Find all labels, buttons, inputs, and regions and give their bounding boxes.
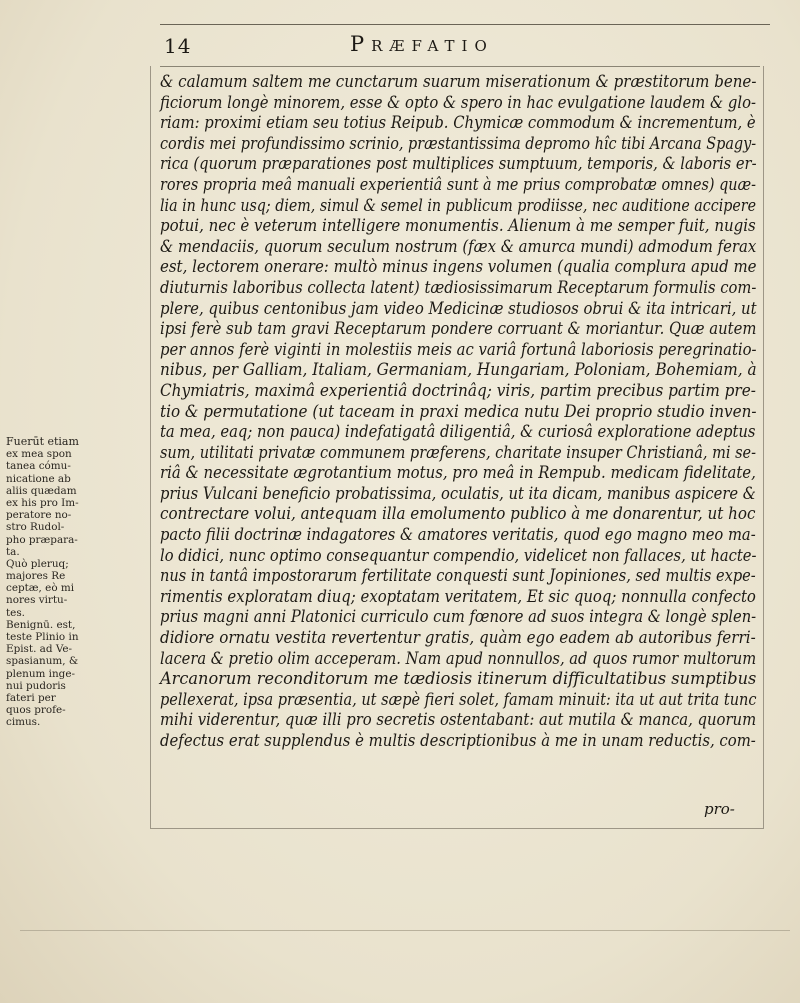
text-line: rica (quorum præparationes post multiplices sumptuum, temporis, & laboris er- [160, 154, 757, 174]
margin-note-line: plenum inge- [6, 667, 75, 680]
margin-note-line: peratore no- [6, 509, 72, 522]
margin-note-line: fateri per [6, 691, 56, 704]
margin-note-line: ex mea spon [6, 448, 72, 461]
text-line: rimentis exploratam diuq; exoptatam veritatem, Et sic quoq; nonnulla confecto [160, 586, 756, 606]
text-line: tio & permutatione (ut taceam in praxi medica nutu Dei proprio studio inven- [160, 401, 757, 421]
text-line: per annos ferè viginti in molestiis meis ac variâ fortunâ laboriosis peregrinatio- [160, 339, 757, 359]
margin-note-line: Epist. ad Ve- [6, 643, 73, 656]
margin-note-line: tes. [6, 606, 25, 619]
margin-note-line: nui pudoris [6, 679, 66, 692]
text-line: riam: proximi etiam seu totius Reipub. Chymicæ commodum & incrementum, è [160, 113, 756, 133]
margin-note-line: nicatione ab [6, 472, 71, 485]
text-line: Chymiatris, maximâ experientiâ doctrinâq; viris, partim precibus partim pre- [160, 380, 756, 400]
text-line: prius Vulcani beneficio probatissima, oculatis, ut ita dicam, manibus aspicere & [160, 483, 756, 503]
text-line: lacerа & pretio olim acceperam. Nam apud nonnullos, ad quos rumor multorum [160, 648, 757, 668]
text-line: mihi viderentur, quæ illi pro secretis ostentabant: aut mutila & manca, quorum [160, 710, 757, 730]
page-number: 14 [164, 34, 192, 58]
text-line: & calamum saltem me cunctarum suarum miserationum & præstitorum bene- [160, 72, 757, 91]
margin-note-line: nores virtu- [6, 594, 68, 607]
running-head: Præfatio [350, 32, 494, 56]
text-line: defectus erat supplendus è multis descriptionibus à me in unam reductis, com- [160, 731, 756, 750]
text-line: contrectare volui, antequam illa emolumento publico à me donarentur, ut hoc [160, 504, 756, 524]
text-line: potui, nec è veterum intelligere monumentis. Alienum à me semper fuit, nugis [160, 216, 756, 236]
margin-note-line: Benignū. est, [6, 618, 76, 631]
main-text-block [160, 72, 758, 752]
margin-note-line: Fuerūt etiam [6, 435, 79, 448]
text-line: didiore ornatu vestita revertentur gratis, quàm ego eadem ab autoribus ferri- [160, 628, 756, 648]
catchword: pro- [704, 800, 735, 818]
text-line: lia in hunc usq; diem, simul & semel in publicum prodiisse, nec auditione accipere [160, 195, 757, 215]
margin-note-line: ceptæ, eò mi [6, 582, 75, 595]
margin-note-line: tanea cómu- [6, 460, 71, 473]
text-line: plere, quibus centonibus jam video Medicinæ studiosos obrui & ita intricari, ut [160, 298, 757, 318]
text-line: ipsi ferè sub tam gravi Receptarum pondere corruant & moriantur. Quæ autem [160, 319, 757, 339]
text-line: & mendaciis, quorum seculum nostrum (fæx & amurca mundi) admodum ferax [160, 236, 757, 256]
text-line: est, lectorem onerare: multò minus ingens volumen (qualia complura apud me [160, 257, 757, 277]
text-line: ficiorum longè minorem, esse & opto & spero in hac evulgatione laudem & glo- [160, 92, 757, 112]
margin-note-line: teste Plinio in [6, 631, 79, 643]
margin-note [6, 436, 146, 729]
margin-note-line: ex his pro Im- [6, 496, 79, 509]
margin-note-line: stro Rudol- [6, 521, 65, 534]
text-line: diuturnis laboribus collecta latent) tædiosissimarum Receptarum formulis com- [160, 277, 757, 297]
text-line: nus in tantâ impostorarum fertilitate conquesti sunt Jopiniones, sed multis expe- [160, 566, 756, 586]
margin-note-line: Quò pleruq; [6, 557, 69, 570]
text-line: sum, utilitati privatæ communem præferens, charitate insuper Christianâ, mi se- [160, 442, 756, 462]
margin-note-line: quos profe- [6, 704, 66, 717]
text-line: lo didici, nunc optimo consequantur compendio, videlicet non fallaces, ut hacte- [160, 545, 757, 565]
text-line: pellexerat, ipsa præsentia, ut sæpè fieri solet, famam minuit: ita ut aut trita tunc [160, 689, 757, 709]
margin-note-line: pho præpara- [6, 533, 78, 546]
text-line: pacto filii doctrinæ indagatores & amatores veritatis, quod ego magno meo ma- [160, 525, 756, 545]
text-line: Arcanorum reconditorum me tædiosis itinerum difficultatibus sumptibus [160, 669, 757, 689]
text-line: prius magni anni Platonici curriculo cum fœnore ad suos integra & longè splen- [160, 607, 757, 627]
text-line: rores propria meâ manuali experientiâ sunt à me prius comprobatæ omnes) quæ- [160, 174, 756, 194]
text-line: cordis mei profundissimo scrinio, præstantissima depromo hîc tibi Arcana Spagy- [160, 133, 757, 153]
margin-note-line: spasianum, & [6, 655, 79, 668]
text-line: riâ & necessitate ægrotantium motus, pro meâ in Rempub. medicam fidelitate, [160, 463, 756, 483]
text-line: nibus, per Galliam, Italiam, Germaniam, Hungariam, Poloniam, Bohemiam, à [160, 360, 757, 380]
margin-note-line: ta. [6, 545, 20, 558]
text-line: ta mea, eaq; non pauca) indefatigatâ diligentiâ, & curiosâ exploratione adeptus [160, 422, 756, 442]
margin-note-line: aliis quædam [6, 484, 77, 497]
margin-note-line: cimus. [6, 716, 41, 729]
bottom-rule [20, 930, 790, 931]
header-rule [160, 24, 770, 25]
margin-note-line: majores Re [6, 570, 66, 583]
